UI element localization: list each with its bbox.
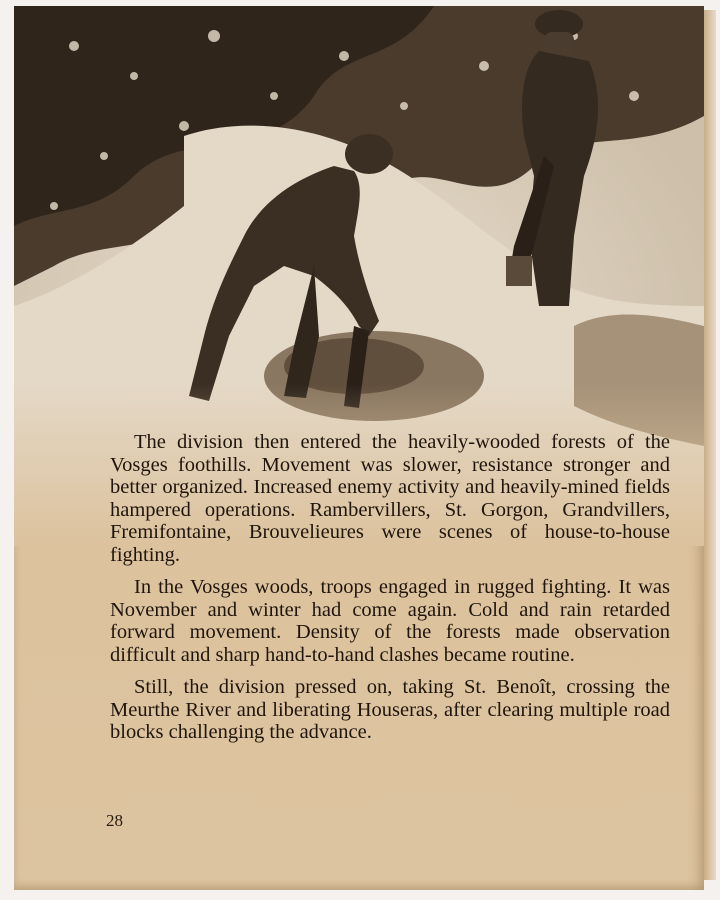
book-page <box>14 6 704 890</box>
paragraph: In the Vosges woods, troops engaged in rugged fighting. It was November and winter had come again. Cold and rain retarded forward movement. Density of the forests made observation difficult and sharp hand-to-hand clashes became routine. <box>110 576 670 666</box>
body-text <box>110 431 670 754</box>
paragraph: Still, the division pressed on, taking St. Benoît, crossing the Meurthe River and liberating Houseras, after clearing multiple road blocks challenging the advance. <box>110 676 670 743</box>
page-edge <box>704 10 716 880</box>
paragraph: The division then entered the heavily-wooded forests of the Vosges foothills. Movement was slower, resistance stronger and better organized. Increased enemy activity and heavily-mined fields hampered operations. Rambervillers, St. Gorgon, Grandvillers, Fremifontaine, Brouvelieures were scenes of house-to-house fighting. <box>110 431 670 566</box>
page-number: 28 <box>106 811 123 830</box>
